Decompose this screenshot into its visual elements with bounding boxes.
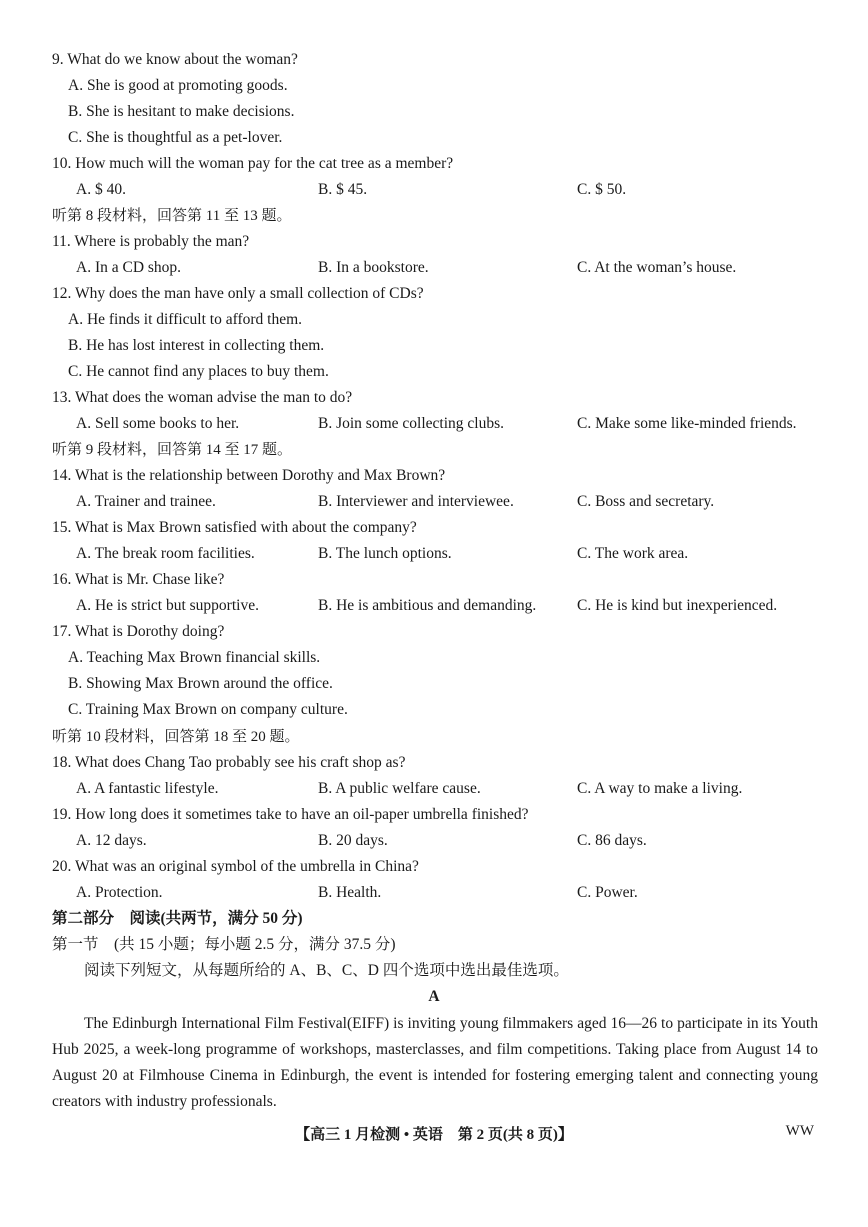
question-18-option-b: B. A public welfare cause. (318, 780, 481, 797)
question-10-option-b: B. $ 45. (318, 181, 368, 198)
question-18-stem: 18. What does Chang Tao probably see his craft shop as? (52, 754, 406, 771)
question-19-option-c: C. 86 days. (577, 832, 647, 849)
question-13-option-a: A. Sell some books to her. (76, 415, 240, 432)
question-16-option-b: B. He is ambitious and demanding. (318, 597, 537, 614)
question-15-stem: 15. What is Max Brown satisfied with about the company? (52, 519, 417, 536)
question-19-option-b: B. 20 days. (318, 832, 388, 849)
question-10-options (0, 177, 868, 203)
question-20-option-a: A. Protection. (76, 884, 163, 901)
listening-material-9-heading: 听第 9 段材料，回答第 14 至 17 题。 (52, 442, 293, 458)
question-12-option-b: B. He has lost interest in collecting them. (68, 337, 325, 354)
question-15-option-a: A. The break room facilities. (76, 545, 255, 562)
question-12-stem: 12. Why does the man have only a small collection of CDs? (52, 285, 424, 302)
question-14-option-c: C. Boss and secretary. (577, 493, 715, 510)
question-9-option-b: B. She is hesitant to make decisions. (68, 103, 295, 120)
question-10-option-a: A. $ 40. (76, 181, 126, 198)
section-1-heading: 第一节 (共 15 小题；每小题 2.5 分，满分 37.5 分) (52, 936, 396, 953)
question-11-option-c: C. At the woman’s house. (577, 259, 737, 276)
question-17-stem: 17. What is Dorothy doing? (52, 623, 225, 640)
question-16-option-c: C. He is kind but inexperienced. (577, 597, 778, 614)
question-16-option-a: A. He is strict but supportive. (76, 597, 259, 614)
question-11-option-b: B. In a bookstore. (318, 259, 429, 276)
question-16-stem: 16. What is Mr. Chase like? (52, 571, 225, 588)
question-19-option-a: A. 12 days. (76, 832, 147, 849)
question-18-option-c: C. A way to make a living. (577, 780, 743, 797)
question-13-options (0, 411, 868, 437)
question-9-option-a: A. She is good at promoting goods. (68, 77, 288, 94)
page-footer: 【高三 1 月检测 • 英语 第 2 页(共 8 页)】 (295, 1127, 573, 1143)
question-14-option-b: B. Interviewer and interviewee. (318, 493, 514, 510)
question-20-options (0, 880, 868, 906)
question-20-option-b: B. Health. (318, 884, 382, 901)
question-10-stem: 10. How much will the woman pay for the cat tree as a member? (52, 155, 454, 172)
question-19-options (0, 828, 868, 854)
question-13-stem: 13. What does the woman advise the man to do? (52, 389, 353, 406)
question-17-option-a: A. Teaching Max Brown financial skills. (68, 649, 321, 666)
question-11-option-a: A. In a CD shop. (76, 259, 182, 276)
question-9-stem: 9. What do we know about the woman? (52, 51, 298, 68)
question-20-option-c: C. Power. (577, 884, 638, 901)
question-14-stem: 14. What is the relationship between Dorothy and Max Brown? (52, 467, 446, 484)
listening-material-10-heading: 听第 10 段材料，回答第 18 至 20 题。 (52, 729, 300, 745)
question-19-stem: 19. How long does it sometimes take to have an oil-paper umbrella finished? (52, 806, 529, 823)
question-15-option-c: C. The work area. (577, 545, 689, 562)
question-13-option-c: C. Make some like-minded friends. (577, 415, 797, 432)
paper-code: WW (785, 1123, 814, 1139)
listening-material-8-heading: 听第 8 段材料，回答第 11 至 13 题。 (52, 208, 292, 224)
question-10-option-c: C. $ 50. (577, 181, 627, 198)
question-14-option-a: A. Trainer and trainee. (76, 493, 216, 510)
question-15-option-b: B. The lunch options. (318, 545, 452, 562)
question-18-option-a: A. A fantastic lifestyle. (76, 780, 219, 797)
question-16-options (0, 593, 868, 619)
question-12-option-c: C. He cannot find any places to buy them. (68, 363, 329, 380)
reading-instruction: 阅读下列短文，从每题所给的 A、B、C、D 四个选项中选出最佳选项。 (84, 962, 569, 979)
question-11-stem: 11. Where is probably the man? (52, 233, 250, 250)
passage-label: A (428, 988, 440, 1005)
question-9-option-c: C. She is thoughtful as a pet-lover. (68, 129, 283, 146)
question-12-option-a: A. He finds it difficult to afford them. (68, 311, 303, 328)
passage-a-paragraph: The Edinburgh International Film Festival(EIFF) is inviting young filmmakers aged 16—26 to participate in its Youth Hub 2025, a week-long programme of workshops, masterclasses, and film competitions. Taking place from August 14 to August 20 at Filmhouse Cinema in Edinburgh, the event is intended for fostering emerging talent and connecting young creators with industry professionals. (52, 1015, 818, 1110)
question-18-options (0, 776, 868, 802)
question-15-options (0, 541, 868, 567)
question-17-option-b: B. Showing Max Brown around the office. (68, 675, 333, 692)
question-11-options (0, 255, 868, 281)
question-17-option-c: C. Training Max Brown on company culture. (68, 701, 348, 718)
question-20-stem: 20. What was an original symbol of the umbrella in China? (52, 858, 419, 875)
question-14-options (0, 489, 868, 515)
part-2-heading: 第二部分 阅读(共两节，满分 50 分) (52, 910, 303, 927)
question-13-option-b: B. Join some collecting clubs. (318, 415, 504, 432)
